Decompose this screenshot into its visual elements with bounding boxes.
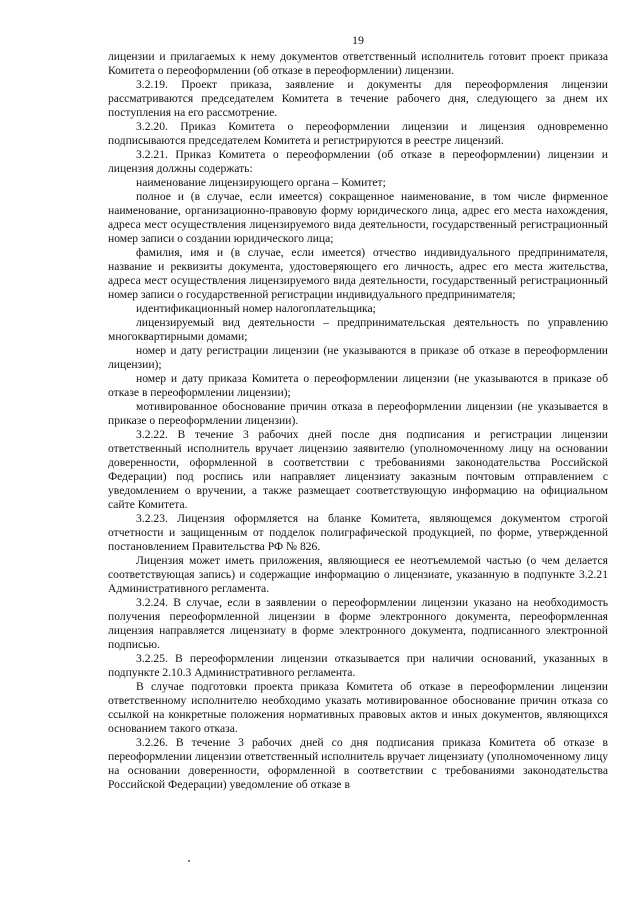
- paragraph: 3.2.26. В течение 3 рабочих дней со дня подписания приказа Комитета об отказе в переоформлении лицензии ответственный исполнитель вручает лицензиату (уполномоченному лицу на основании доверенности, оформленной в соответствии с требованиями законодательства Российской Федерации) уведомление об отказе в: [108, 736, 608, 791]
- paragraph: идентификационный номер налогоплательщика;: [136, 302, 376, 315]
- paragraph: В случае подготовки проекта приказа Комитета об отказе в переоформлении лицензии ответственному исполнителю необходимо указать мотивированное обоснование причин отказа со ссылкой на конкретные положения нормативных правовых актов и иных документов, являющихся основанием такого отказа.: [108, 680, 608, 735]
- paragraph: лицензии и прилагаемых к нему документов ответственный исполнитель готовит проект приказа Комитета о переоформлении (об отказе в переоформлении) лицензии.: [108, 50, 608, 77]
- page-number: 19: [352, 33, 364, 47]
- paragraph: фамилия, имя и (в случае, если имеется) отчество индивидуального предпринимателя, название и реквизиты документа, удостоверяющего его личность, адрес его места жительства, адреса мест осуществления лицензируемого вида деятельности, государственный регистрационный номер записи о государственной регистрации индивидуального предпринимателя;: [108, 246, 608, 301]
- paragraph: Лицензия может иметь приложения, являющиеся ее неотъемлемой частью (о чем делается соответствующая запись) и содержащие информацию о лицензиате, указанную в подпункте 3.2.21 Административного регламента.: [108, 554, 608, 595]
- paragraph: мотивированное обоснование причин отказа в переоформлении лицензии (не указывается в приказе о переоформлении лицензии).: [108, 400, 608, 427]
- scan-speck: [188, 860, 190, 862]
- paragraph: лицензируемый вид деятельности – предпринимательская деятельность по управлению многоквартирными домами;: [108, 316, 608, 343]
- paragraph: 3.2.23. Лицензия оформляется на бланке Комитета, являющемся документом строгой отчетности и защищенным от подделок полиграфической продукцией, по форме, утвержденной постановлением Правительства РФ № 826.: [108, 512, 608, 553]
- paragraph: 3.2.24. В случае, если в заявлении о переоформлении лицензии указано на необходимость получения переоформленной лицензии в форме электронного документа, переоформленная лицензия направляется лицензиату в форме электронного документа, подписанного электронной подписью.: [108, 596, 608, 651]
- document-body: [108, 50, 608, 792]
- paragraph: наименование лицензирующего органа – Комитет;: [136, 176, 386, 189]
- paragraph: 3.2.21. Приказ Комитета о переоформлении (об отказе в переоформлении) лицензии и лицензия должны содержать:: [108, 148, 608, 175]
- paragraph: номер и дату регистрации лицензии (не указываются в приказе об отказе в переоформлении лицензии);: [108, 344, 608, 371]
- paragraph: 3.2.19. Проект приказа, заявление и документы для переоформления лицензии рассматриваются председателем Комитета в течение рабочего дня, следующего за днем их поступления на его рассмотрение.: [108, 78, 608, 119]
- paragraph: полное и (в случае, если имеется) сокращенное наименование, в том числе фирменное наименование, организационно-правовую форму юридического лица, адрес его места нахождения, адреса мест осуществления лицензируемого вида деятельности, государственный регистрационный номер записи о создании юридического лица;: [108, 190, 608, 245]
- paragraph: 3.2.25. В переоформлении лицензии отказывается при наличии оснований, указанных в подпункте 2.10.3 Административного регламента.: [108, 652, 608, 679]
- paragraph: 3.2.20. Приказ Комитета о переоформлении лицензии и лицензия одновременно подписываются председателем Комитета и регистрируются в реестре лицензий.: [108, 120, 608, 147]
- paragraph: 3.2.22. В течение 3 рабочих дней после дня подписания и регистрации лицензии ответственный исполнитель вручает лицензию заявителю (уполномоченному лицу на основании доверенности, оформленной в соответствии с требованиями законодательства Российской Федерации) под роспись или направляет лицензиату заказным почтовым отправлением с уведомлением о вручении, а также размещает соответствующую информацию на официальном сайте Комитета.: [108, 428, 608, 511]
- paragraph: номер и дату приказа Комитета о переоформлении лицензии (не указываются в приказе об отказе в переоформлении лицензии);: [108, 372, 608, 399]
